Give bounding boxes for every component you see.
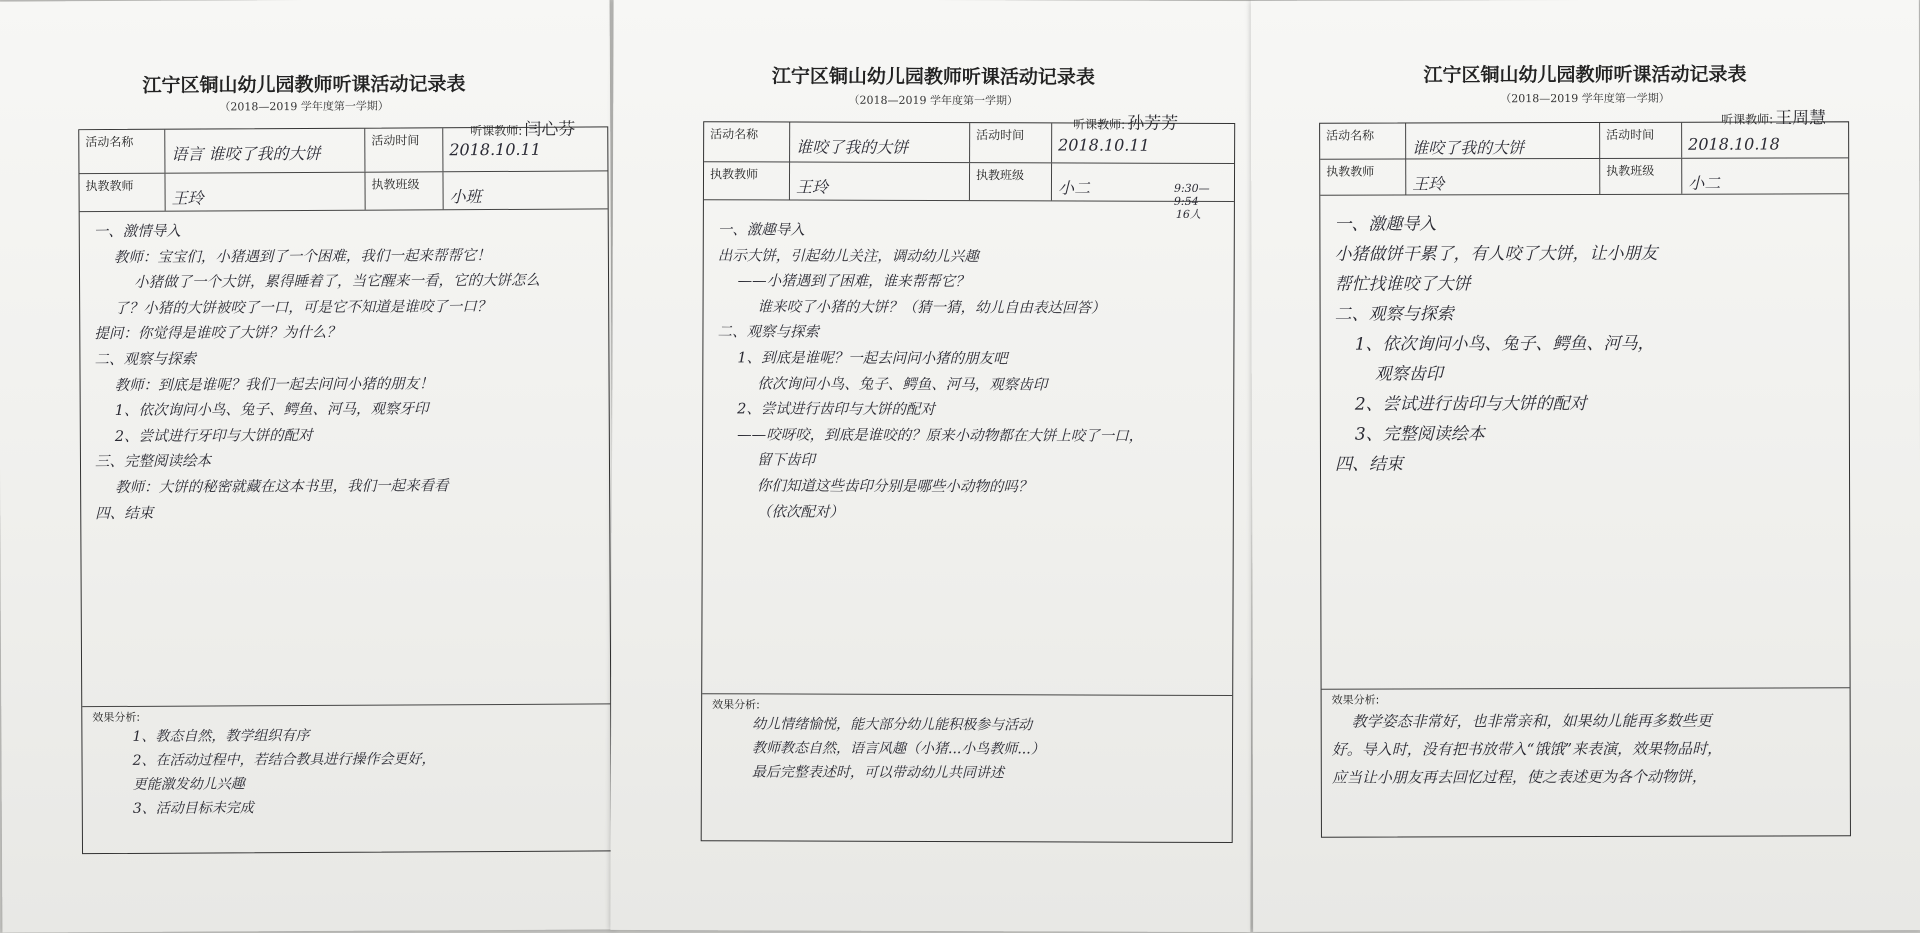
- observer-signature: 孙芳芳: [1127, 113, 1179, 134]
- record-sheet-2: [610, 0, 1253, 932]
- form-row-teacher: [79, 171, 607, 212]
- record-sheet-3: [1251, 0, 1920, 932]
- analysis-line: 最后完整表述时，可以带动幼儿共同讲述: [751, 764, 1004, 782]
- activity-process: [1320, 194, 1849, 689]
- activity-name-value: 谁咬了我的大饼: [790, 123, 970, 163]
- analysis-line: 教师教态自然，语言风趣（小猪...小鸟教师...）: [751, 740, 1045, 758]
- process-line: 帮忙找谁咬了大饼: [1334, 274, 1471, 295]
- process-line: 2、尝试进行牙印与大饼的配对: [114, 427, 313, 445]
- observer-label: 听课教师:: [470, 123, 523, 139]
- analysis-label: 效果分析:: [712, 698, 760, 712]
- process-line: 二、观察与探索: [1334, 304, 1454, 325]
- activity-time-label: 活动时间: [1600, 123, 1682, 158]
- activity-time-value: 2018.10.11: [449, 139, 542, 160]
- class-value: 小二: [1688, 173, 1721, 193]
- activity-time-label: 活动时间: [365, 128, 443, 171]
- activity-time-value: 2018.10.18: [1688, 134, 1780, 154]
- process-line: 教师：到底是谁呢？我们一起去问问小猪的朋友！: [114, 375, 434, 394]
- class-label: 执教班级: [1600, 159, 1682, 194]
- process-line: 2、尝试进行齿印与大饼的配对: [737, 401, 935, 419]
- observer-signature: 王周慧: [1775, 108, 1827, 129]
- effect-analysis: [1322, 688, 1850, 836]
- activity-time-label: 活动时间: [970, 123, 1052, 162]
- analysis-line: 更能激发幼儿兴趣: [132, 776, 245, 793]
- process-line: 一、激情导入: [93, 223, 181, 241]
- sheet-title: 江宁区铜山幼儿园教师听课活动记录表: [1423, 63, 1747, 87]
- process-line: 三、完整阅读绘本: [94, 453, 212, 471]
- process-line: 2、尝试进行齿印与大饼的配对: [1354, 393, 1587, 415]
- process-line: 教师：大饼的秘密就藏在这本书里，我们一起来看看: [115, 478, 449, 496]
- process-line: 1、依次询问小鸟、兔子、鳄鱼、河马，观察牙印: [114, 401, 429, 420]
- activity-time-value: 2018.10.11: [1058, 135, 1150, 155]
- record-form: [78, 123, 612, 854]
- process-line: 小猪做了一个大饼，累得睡着了，当它醒来一看，它的大饼怎么: [134, 272, 541, 292]
- process-line: ——咬呀咬，到底是谁咬的？原来小动物都在大饼上咬了一口，: [737, 427, 1144, 445]
- analysis-line: 应当让小朋友再去回忆过程，使之表述更为各个动物饼，: [1331, 767, 1707, 787]
- activity-process: [702, 200, 1234, 696]
- observer-signature: 闫心芬: [524, 119, 576, 140]
- analysis-line: 幼儿情绪愉悦，能大部分幼儿能积极参与活动: [752, 716, 1033, 734]
- activity-name-value: 谁咬了我的大饼: [1406, 123, 1600, 159]
- activity-process: [80, 209, 611, 707]
- activity-name-value: 语言 谁咬了我的大饼: [165, 129, 365, 173]
- form-row-activity: [79, 127, 607, 174]
- analysis-line: 教学姿态非常好，也非常亲和，如果幼儿能再多数些更: [1351, 711, 1712, 731]
- observer-label: 听课教师:: [1721, 112, 1774, 127]
- analysis-line: 3、活动目标未完成: [132, 800, 254, 817]
- process-line: 小猪做饼干累了，有人咬了大饼，让小朋友: [1334, 243, 1658, 265]
- process-line: 依次询问小鸟、兔子、鳄鱼、河马，观察齿印: [757, 375, 1048, 393]
- process-line: 提问：你觉得是谁咬了大饼？为什么？: [94, 325, 341, 343]
- sheet-year: （2018—2019 学年度第一学期）: [219, 99, 389, 114]
- process-line: 3、完整阅读绘本: [1354, 424, 1485, 445]
- class-value: 小二: [1057, 178, 1091, 198]
- form-row-activity: [1320, 122, 1848, 159]
- activity-name-label: 活动名称: [79, 130, 165, 173]
- teacher-label: 执教教师: [1320, 159, 1406, 194]
- process-line: 1、依次询问小鸟、兔子、鳄鱼、河马，: [1354, 333, 1655, 355]
- process-line: 出示大饼，引起幼儿关注，调动幼儿兴趣: [717, 247, 979, 265]
- record-form: [1319, 121, 1851, 837]
- analysis-label: 效果分析:: [1331, 693, 1380, 707]
- process-line: （依次配对）: [756, 503, 844, 521]
- teacher-value: 王玲: [165, 173, 365, 211]
- sheet-title: 江宁区铜山幼儿园教师听课活动记录表: [142, 73, 466, 97]
- process-line: 留下齿印: [756, 452, 816, 469]
- analysis-label: 效果分析:: [92, 710, 141, 725]
- teacher-value: 王玲: [1406, 159, 1600, 195]
- extra-count-note: 16人: [1175, 207, 1201, 221]
- process-line: ——小猪遇到了困难，谁来帮帮它？: [737, 273, 970, 291]
- teacher-value: 王玲: [790, 163, 970, 201]
- process-line: 谁来咬了小猪的大饼？（猜一猜，幼儿自由表达回答）: [757, 299, 1106, 317]
- process-line: 你们知道这些齿印分别是哪些小动物的吗？: [756, 478, 1033, 496]
- teacher-label: 执教教师: [704, 162, 790, 199]
- record-form: [701, 121, 1236, 843]
- sheet-year: （2018—2019 学年度第一学期）: [1500, 91, 1670, 106]
- process-line: 二、观察与探索: [94, 351, 196, 369]
- process-line: 二、观察与探索: [717, 324, 819, 341]
- extra-time-note: 9:30—9:54: [1173, 181, 1210, 208]
- process-line: 1、到底是谁呢？一起去问问小猪的朋友吧: [737, 350, 1008, 368]
- form-row-teacher: [704, 162, 1234, 202]
- activity-name-label: 活动名称: [1320, 123, 1406, 158]
- process-line: 四、结束: [95, 505, 154, 522]
- analysis-line: 好。导入时，没有把书放带入“饿饿”来表演，效果物品时，: [1331, 739, 1723, 759]
- effect-analysis: [702, 694, 1233, 842]
- class-label: 执教班级: [970, 163, 1052, 200]
- effect-analysis: [82, 704, 611, 853]
- process-line: 一、激趣导入: [717, 222, 805, 239]
- form-row-teacher: [1320, 158, 1848, 195]
- record-sheet-1: [0, 0, 614, 933]
- observer-label: 听课教师:: [1073, 117, 1126, 132]
- process-line: 教师：宝宝们，小猪遇到了一个困难，我们一起来帮帮它！: [113, 247, 491, 266]
- analysis-line: 1、教态自然，教学组织有序: [132, 727, 310, 745]
- sheet-year: （2018—2019 学年度第一学期）: [848, 93, 1019, 108]
- process-line: 四、结束: [1334, 454, 1404, 475]
- class-value: 小班: [449, 187, 482, 207]
- activity-name-label: 活动名称: [704, 122, 790, 161]
- process-line: 一、激趣导入: [1334, 214, 1437, 235]
- sheet-title: 江宁区铜山幼儿园教师听课活动记录表: [771, 65, 1095, 89]
- process-line: 观察齿印: [1374, 364, 1443, 385]
- teacher-label: 执教教师: [79, 174, 165, 211]
- analysis-line: 2、在活动过程中，若结合教具进行操作会更好，: [132, 751, 436, 769]
- class-label: 执教班级: [365, 172, 443, 209]
- form-row-activity: [704, 122, 1234, 164]
- process-line: 了？小猪的大饼被咬了一口，可是它不知道是谁咬了一口？: [114, 298, 492, 317]
